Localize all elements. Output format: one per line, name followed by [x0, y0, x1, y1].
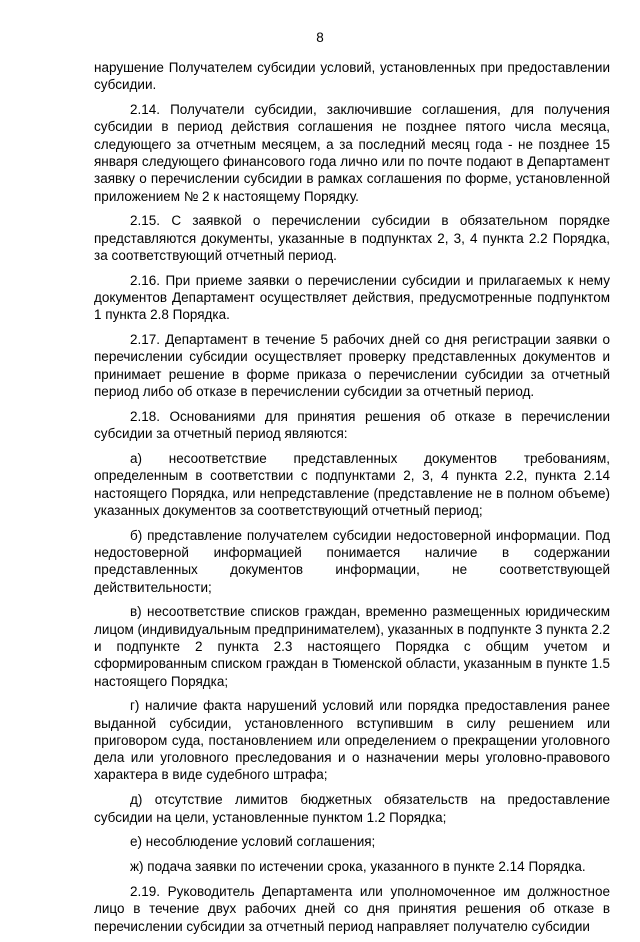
- list-item-a: а) несоответствие представленных документов требованиям, определенным в соответствии с подпунктами 2, 3, 4 пункта 2.2, пункта 2.14 настоящего Порядка, или непредставление (представление не в полном объеме) указанных документов за соответствующий отчетный период;: [94, 450, 610, 518]
- paragraph-2-16: 2.16. При приеме заявки о перечислении субсидии и прилагаемых к нему документов Департамент осуществляет действия, предусмотренные подпунктом 1 пункта 2.8 Порядка.: [94, 272, 610, 323]
- paragraph-2-17: 2.17. Департамент в течение 5 рабочих дней со дня регистрации заявки о перечислении субсидии осуществляет проверку представленных документов и принимает решение в форме приказа о перечислении субсидии за отчетный период либо об отказе в перечислении субсидии за отчетный период.: [94, 332, 610, 400]
- paragraph-2-18: 2.18. Основаниями для принятия решения об отказе в перечислении субсидии за отчетный период являются:: [94, 408, 610, 442]
- list-item-v: в) несоответствие списков граждан, временно размещенных юридическим лицом (индивидуальным предпринимателем), указанных в подпункте 3 пункта 2.2 и подпункте 2 пункта 2.3 настоящего Порядка с общим учетом и сформированным списком граждан в Тюменской области, указанным в пункте 1.5 настоящего Порядка;: [94, 604, 610, 689]
- list-item-g: г) наличие факта нарушений условий или порядка предоставления ранее выданной субсидии, установленного вступившим в силу решением или приговором суда, постановлением или определением о прекращении уголовного дела или уголовного преследования и о назначении меры уголовно-правового характера в виде судебного штрафа;: [94, 698, 610, 783]
- list-item-e: е) несоблюдение условий соглашения;: [130, 834, 376, 850]
- list-item-b: б) представление получателем субсидии недостоверной информации. Под недостоверной информацией понимается наличие в содержании представленных документов информации, не соответствующей действительности;: [94, 527, 610, 595]
- paragraph-2-19: 2.19. Руководитель Департамента или уполномоченное им должностное лицо в течение двух рабочих дней со дня принятия решения об отказе в перечислении субсидии за отчетный период направляет получателю субсидии: [94, 883, 610, 934]
- document-body: [94, 59, 610, 942]
- paragraph-continuation: нарушение Получателем субсидии условий, установленных при предоставлении субсидии.: [94, 60, 610, 93]
- list-item-d: д) отсутствие лимитов бюджетных обязательств на предоставление субсидии на цели, установленные пунктом 1.2 Порядка;: [94, 792, 610, 825]
- page-number: 8: [316, 30, 324, 45]
- paragraph-2-14: 2.14. Получатели субсидии, заключившие соглашения, для получения субсидии в период действия соглашения не позднее пятого числа месяца, следующего за отчетным месяцем, а за последний месяц года - не позднее 15 января следующего финансового года лично или по почте подают в Департамент заявку о перечислении субсидии в рамках соглашения по форме, установленной приложением № 2 к настоящему Порядку.: [94, 102, 610, 204]
- paragraph-2-15: 2.15. С заявкой о перечислении субсидии в обязательном порядке представляются документы, указанные в подпунктах 2, 3, 4 пункта 2.2 Порядка, за соответствующий отчетный период.: [94, 213, 610, 263]
- list-item-zh: ж) подача заявки по истечении срока, указанного в пункте 2.14 Порядка.: [130, 859, 586, 875]
